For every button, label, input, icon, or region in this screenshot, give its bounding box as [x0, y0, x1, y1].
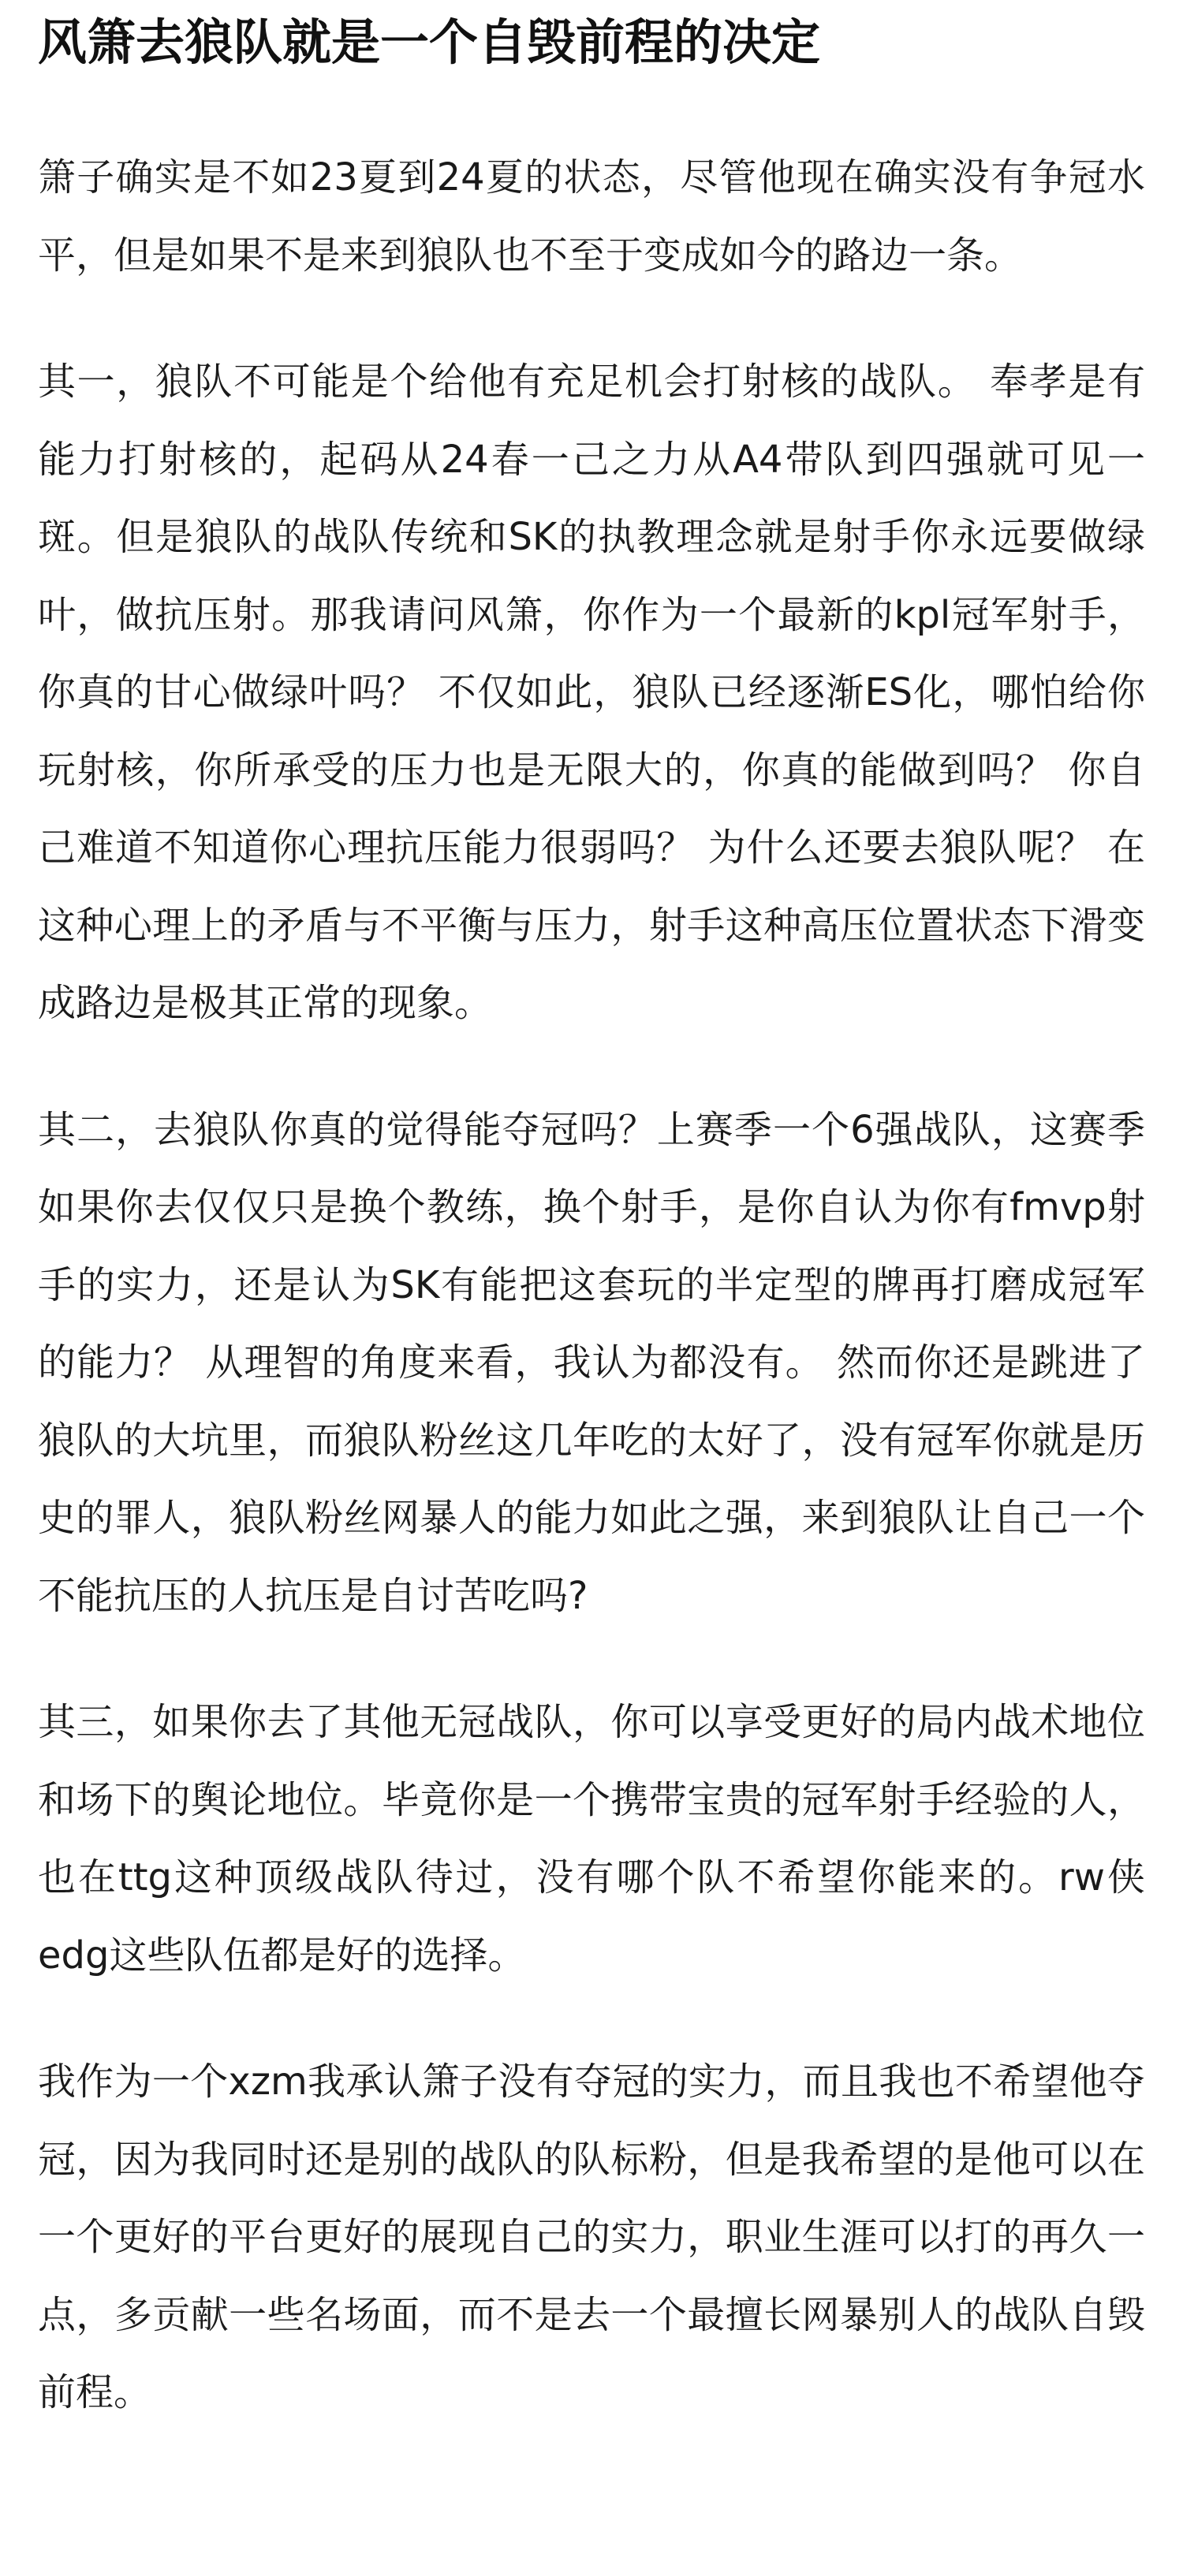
paragraph-point-one: 其一，狼队不可能是个给他有充足机会打射核的战队。 奉孝是有能力打射核的，起码从24春一己之力从A4带队到四强就可见一斑。但是狼队的战队传统和SK的执教理念就是射手你永远要做绿叶，做抗压射。那我请问风箫，你作为一个最新的kpl冠军射手，你真的甘心做绿叶吗？ 不仅如此，狼队已经逐渐ES化，哪怕给你玩射核，你所承受的压力也是无限大的，你真的能做到吗？ 你自己难道不知道你心理抗压能力很弱吗？ 为什么还要去狼队呢？ 在这种心理上的矛盾与不平衡与压力，射手这种高压位置状态下滑变成路边是极其正常的现象。: [38, 360, 1145, 1025]
paragraph-intro: 箫子确实是不如23夏到24夏的状态，尽管他现在确实没有争冠水平，但是如果不是来到狼队也不至于变成如今的路边一条。: [38, 155, 1145, 278]
paragraph-point-three: 其三，如果你去了其他无冠战队，你可以享受更好的局内战术地位和场下的舆论地位。毕竟你是一个携带宝贵的冠军射手经验的人，也在ttg这种顶级战队待过，没有哪个队不希望你能来的。rw侠 edg这些队伍都是好的选择。: [38, 1700, 1145, 1978]
article-title: 风箫去狼队就是一个自毁前程的决定: [38, 13, 821, 71]
paragraph-point-two: 其二，去狼队你真的觉得能夺冠吗？上赛季一个6强战队，这赛季如果你去仅仅只是换个教练，换个射手，是你自认为你有fmvp射手的实力，还是认为SK有能把这套玩的半定型的牌再打磨成冠军的能力？ 从理智的角度来看，我认为都没有。 然而你还是跳进了狼队的大坑里，而狼队粉丝这几年吃的太好了，没有冠军你就是历史的罪人，狼队粉丝网暴人的能力如此之强，来到狼队让自己一个不能抗压的人抗压是自讨苦吃吗?: [38, 1107, 1145, 1618]
paragraph-conclusion: 我作为一个xzm我承认箫子没有夺冠的实力，而且我也不希望他夺冠，因为我同时还是别的战队的队标粉，但是我希望的是他可以在一个更好的平台更好的展现自己的实力，职业生涯可以打的再久一点，多贡献一些名场面，而不是去一个最擅长网暴别人的战队自毁前程。: [38, 2060, 1145, 2414]
